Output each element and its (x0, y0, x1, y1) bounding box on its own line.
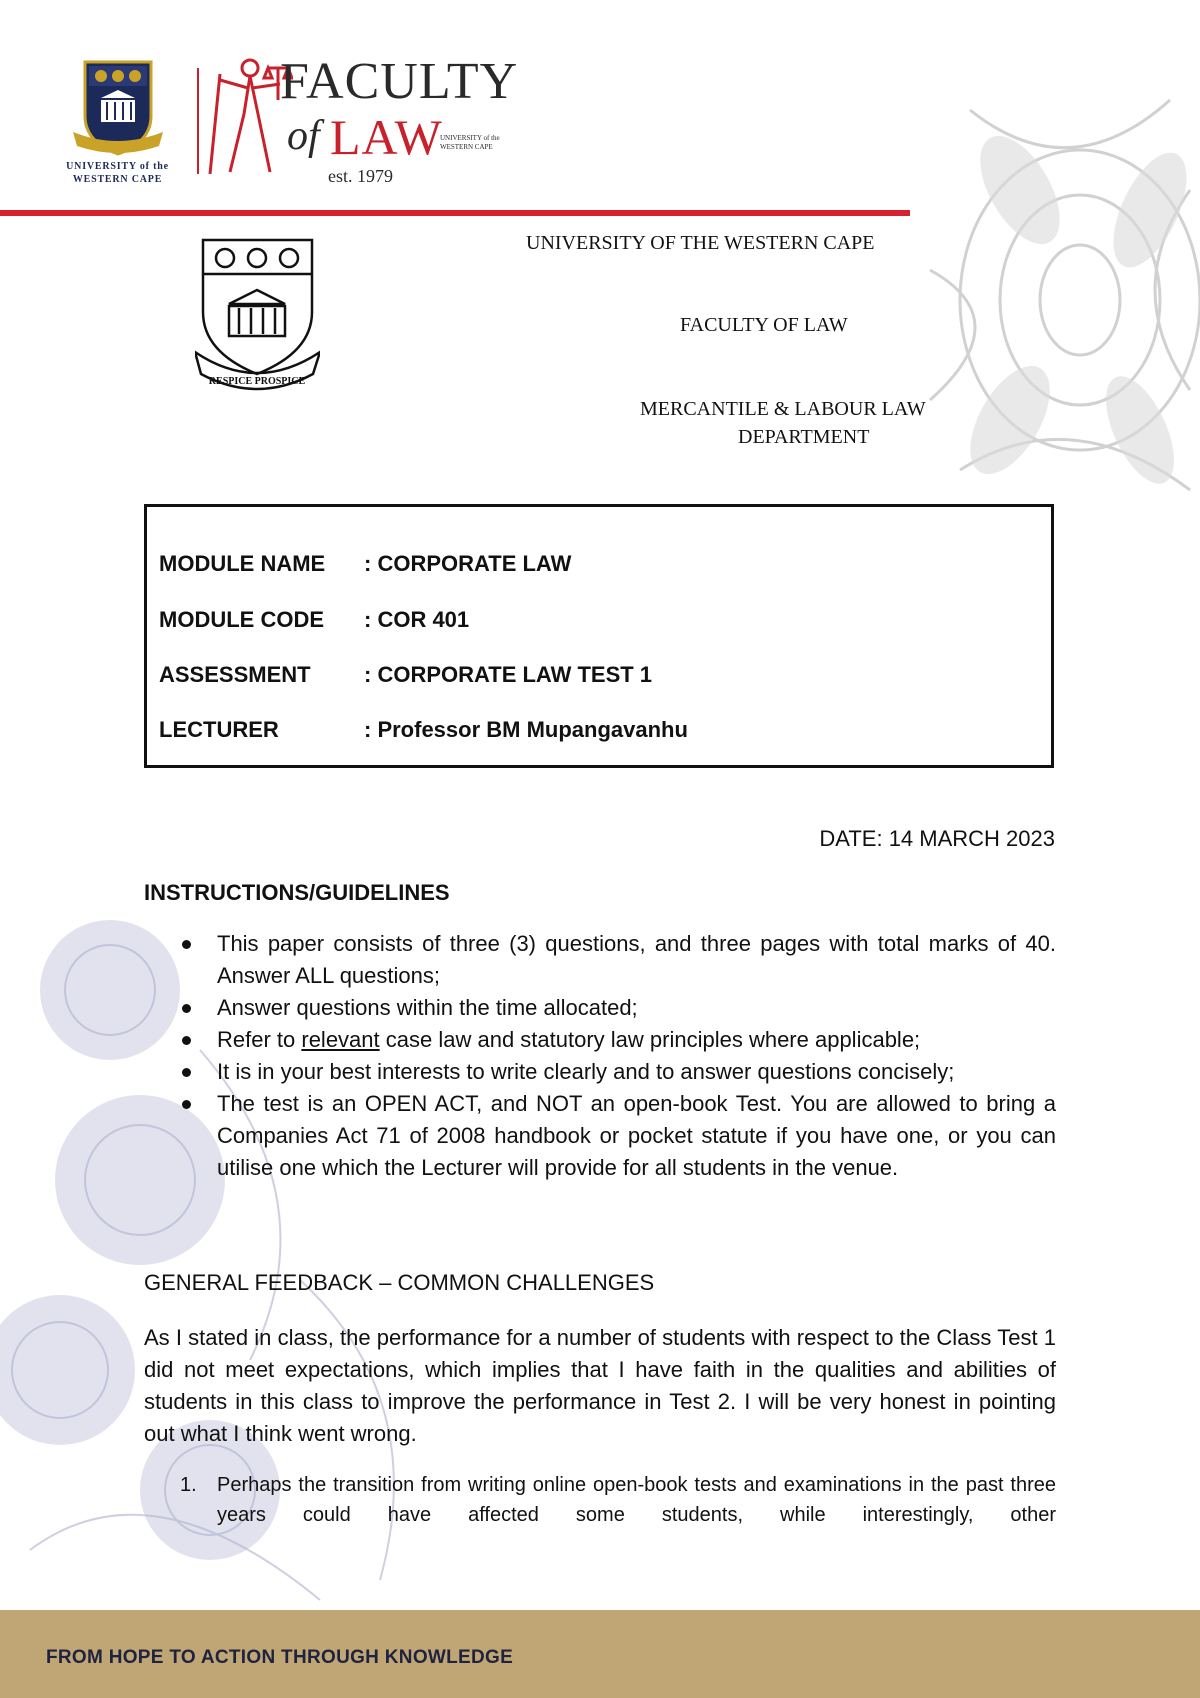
lecturer-label: LECTURER (159, 717, 279, 742)
feedback-heading: GENERAL FEEDBACK – COMMON CHALLENGES (144, 1270, 655, 1295)
module-name-value: : CORPORATE LAW (364, 551, 572, 576)
heading-department-line1: MERCANTILE & LABOUR LAW (640, 398, 926, 420)
bullet-icon (182, 1004, 191, 1013)
university-crest-lineart (195, 234, 320, 394)
bullet-icon (182, 1068, 191, 1077)
feedback-paragraph: As I stated in class, the performance for a number of students with respect to the Class Test 1 did not meet expectations, which implies that I have faith in the qualities and abilities of students in this class to improve the performance in Test 2. I will be very honest in pointing out what I think went wrong. (144, 1325, 1056, 1446)
module-name-label: MODULE NAME (159, 551, 326, 576)
protea-flower-illustration (870, 70, 1200, 570)
underlined-word: relevant (301, 1027, 380, 1052)
logo-divider (197, 68, 199, 174)
uwc-logo-text: UNIVERSITY of the WESTERN CAPE (66, 161, 169, 185)
faculty-logo-of: of (287, 113, 320, 159)
faculty-logo-law: LAW (330, 109, 443, 165)
list-item: This paper consists of three (3) questions, and three pages with total marks of 40. Answer ALL questions; (144, 928, 1056, 992)
list-item: The test is an OPEN ACT, and NOT an open-book Test. You are allowed to bring a Companies Act 71 of 2008 handbook or pocket statute if you have one, or you can utilise one which the Lecturer will provide for all students in the venue. (144, 1088, 1056, 1184)
bullet-icon (182, 1100, 191, 1109)
module-info-box (144, 504, 1054, 768)
faculty-logo-word: FACULTY (280, 53, 519, 110)
heading-faculty: FACULTY OF LAW (680, 314, 848, 336)
heading-university: UNIVERSITY OF THE WESTERN CAPE (526, 232, 875, 254)
instructions-heading: INSTRUCTIONS/GUIDELINES (144, 880, 450, 905)
item-number: 1. (180, 1474, 197, 1496)
faculty-logo-est: est. 1979 (328, 166, 393, 186)
crest-motto: RESPICE PROSPICE (208, 376, 306, 387)
assessment-value: : CORPORATE LAW TEST 1 (364, 662, 653, 687)
faculty-logo-uwc-text: UNIVERSITY of the WESTERN CAPE (440, 134, 500, 151)
bullet-icon (182, 940, 191, 949)
assessment-label: ASSESSMENT (159, 662, 311, 687)
lecturer-row (159, 717, 688, 743)
list-item: Refer to relevant case law and statutory law principles where applicable; (144, 1024, 1056, 1056)
module-code-row (159, 607, 470, 633)
bullet-icon (182, 1036, 191, 1045)
assessment-row (159, 662, 653, 688)
uwc-crest-logo (65, 58, 170, 158)
module-name-row (159, 551, 572, 577)
header-red-rule (0, 210, 910, 216)
instructions-list (144, 928, 1056, 1184)
item-text: Perhaps the transition from writing online open-book tests and examinations in the past three years could have affected some students, while interestingly, other (217, 1474, 1056, 1526)
list-item: It is in your best interests to write clearly and to answer questions concisely; (144, 1056, 1056, 1088)
module-code-value: : COR 401 (364, 607, 470, 632)
lecturer-value: : Professor BM Mupangavanhu (364, 717, 688, 742)
list-item: Answer questions within the time allocated; (144, 992, 1056, 1024)
feedback-numbered-item (144, 1470, 1056, 1530)
heading-department-line2: DEPARTMENT (738, 426, 870, 448)
footer-slogan: FROM HOPE TO ACTION THROUGH KNOWLEDGE (46, 1647, 514, 1668)
module-code-label: MODULE CODE (159, 607, 324, 632)
test-date: DATE: 14 MARCH 2023 (819, 826, 1055, 851)
